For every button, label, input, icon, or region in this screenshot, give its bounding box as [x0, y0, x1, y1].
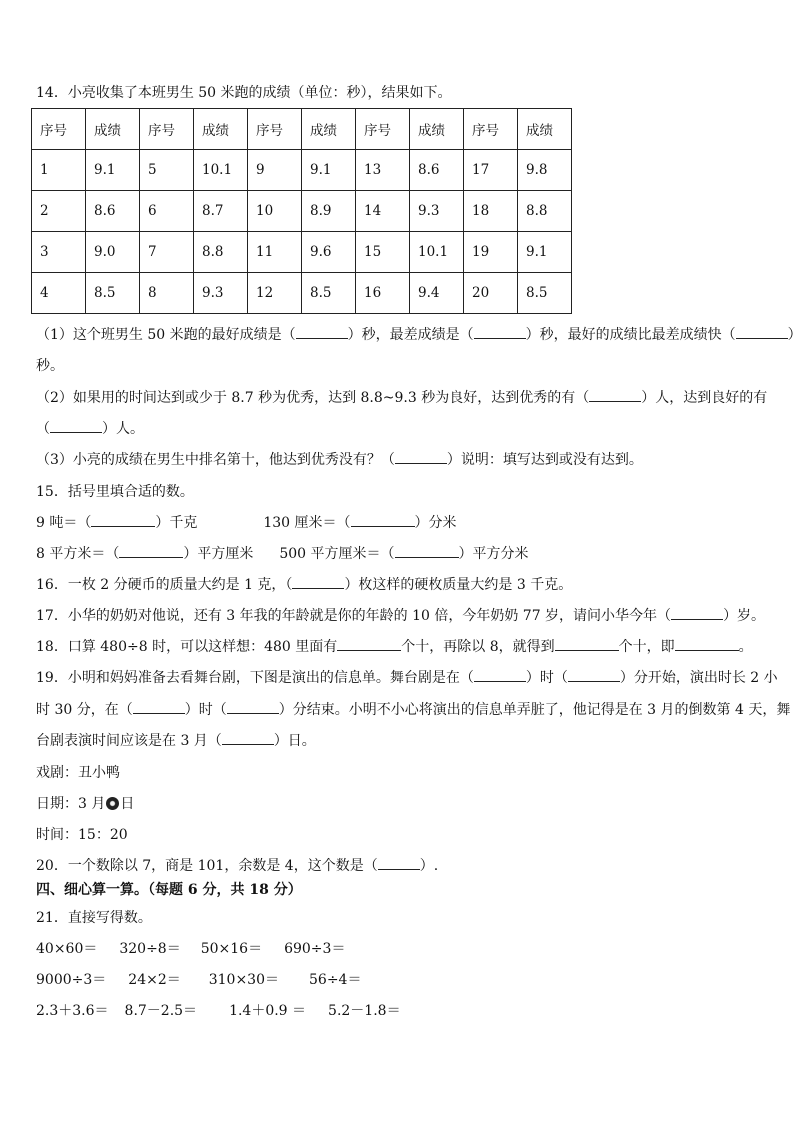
calc-item: 1.4＋0.9 ＝: [229, 1003, 307, 1019]
calc-item: 320÷8＝: [119, 941, 181, 957]
answer-blank[interactable]: [296, 326, 348, 339]
q16: 16．一枚 2 分硬币的质量大约是 1 克，（ ）枚这样的硬枚质量大约是 3 千克。: [36, 577, 573, 593]
table-cell: 15: [356, 232, 410, 273]
table-cell: 19: [464, 232, 518, 273]
table-cell: 8.8: [518, 191, 572, 232]
table-cell: 11: [248, 232, 302, 273]
table-cell: 7: [140, 232, 194, 273]
calc-item: 5.2－1.8＝: [328, 1003, 401, 1019]
table-cell: 8.9: [302, 191, 356, 232]
q21-row1: [36, 939, 345, 959]
answer-blank[interactable]: [395, 545, 459, 558]
section-heading: 四、细心算一算。（每题 6 分，共 18 分）: [36, 882, 302, 898]
q14-part1: （1）这个班男生 50 米跑的最好成绩是（ ）秒，最差成绩是（ ）秒，最好的成绩比最差成绩快（ ）: [36, 327, 802, 343]
table-cell: 9.3: [194, 273, 248, 314]
q15-stem: 15．括号里填合适的数。: [36, 484, 194, 500]
table-cell: 8.5: [518, 273, 572, 314]
info-date: 日期：3 月 日: [36, 796, 135, 812]
q14-stem: 14．小亮收集了本班男生 50 米跑的成绩（单位：秒），结果如下。: [36, 85, 452, 101]
table-cell: 9.0: [86, 232, 140, 273]
table-header-cell: 成绩: [410, 109, 464, 150]
table-cell: 8.5: [302, 273, 356, 314]
calc-item: 9000÷3＝: [36, 972, 107, 988]
answer-blank[interactable]: [675, 638, 739, 651]
answer-blank[interactable]: [378, 857, 420, 870]
info-time: 时间：15：20: [36, 827, 128, 843]
answer-blank[interactable]: [736, 326, 788, 339]
answer-blank[interactable]: [474, 669, 526, 682]
table-cell: 5: [140, 150, 194, 191]
table-cell: 4: [32, 273, 86, 314]
calc-item: 8.7－2.5＝: [124, 1003, 198, 1019]
answer-blank[interactable]: [671, 607, 723, 620]
calc-item: 50×16＝: [200, 941, 263, 957]
q14-part1-cont: 秒。: [36, 358, 64, 374]
q15-row1: 9 吨＝（ ）千克 130 厘米＝（ ）分米: [36, 515, 457, 531]
table-cell: 10: [248, 191, 302, 232]
table-header-cell: 序号: [32, 109, 86, 150]
answer-blank[interactable]: [133, 701, 185, 714]
table-header-row: [32, 109, 572, 150]
table-row: [32, 191, 572, 232]
answer-blank[interactable]: [474, 326, 526, 339]
table-cell: 20: [464, 273, 518, 314]
q20: 20．一个数除以 7，商是 101，余数是 4，这个数是（ ）.: [36, 858, 439, 874]
table-header-cell: 成绩: [86, 109, 140, 150]
q19-line2: 时 30 分，在（ ）时（ ）分结束。小明不小心将演出的信息单弄脏了，他记得是在 3 月的倒数第 4 天，舞: [36, 702, 791, 718]
table-cell: 8: [140, 273, 194, 314]
table-cell: 10.1: [194, 150, 248, 191]
table-cell: 18: [464, 191, 518, 232]
answer-blank[interactable]: [395, 451, 447, 464]
q14-part3: （3）小亮的成绩在男生中排名第十，他达到优秀没有？（ ）说明：填写达到或没有达到。: [36, 452, 643, 468]
answer-blank[interactable]: [555, 638, 619, 651]
calc-item: 40×60＝: [36, 941, 98, 957]
q14-part2: （2）如果用的时间达到或少于 8.7 秒为优秀，达到 8.8~9.3 秒为良好，达到优秀的有（ ）人，达到良好的有: [36, 390, 768, 406]
q15-row2: 8 平方米＝（ ）平方厘米 500 平方厘米＝（ ）平方分米: [36, 546, 529, 562]
table-row: [32, 273, 572, 314]
table-header-cell: 序号: [248, 109, 302, 150]
table-cell: 8.6: [86, 191, 140, 232]
table-cell: 14: [356, 191, 410, 232]
calc-item: 310×30＝: [208, 972, 280, 988]
table-row: [32, 232, 572, 273]
answer-blank[interactable]: [227, 701, 279, 714]
table-row: [32, 150, 572, 191]
table-cell: 6: [140, 191, 194, 232]
calc-item: 690÷3＝: [284, 941, 346, 957]
q21-stem: 21．直接写得数。: [36, 910, 152, 926]
answer-blank[interactable]: [292, 576, 344, 589]
table-cell: 9.4: [410, 273, 464, 314]
answer-blank[interactable]: [50, 420, 102, 433]
table-header-cell: 序号: [464, 109, 518, 150]
table-cell: 3: [32, 232, 86, 273]
table-header-cell: 成绩: [194, 109, 248, 150]
table-cell: 9: [248, 150, 302, 191]
table-cell: 17: [464, 150, 518, 191]
table-cell: 9.1: [86, 150, 140, 191]
q21-row3: [36, 1001, 401, 1021]
table-cell: 16: [356, 273, 410, 314]
table-cell: 8.8: [194, 232, 248, 273]
scores-table: [31, 108, 572, 314]
table-cell: 10.1: [410, 232, 464, 273]
answer-blank[interactable]: [351, 514, 415, 527]
answer-blank[interactable]: [222, 732, 274, 745]
calc-item: 2.3＋3.6＝: [36, 1003, 109, 1019]
table-cell: 9.6: [302, 232, 356, 273]
table-cell: 9.1: [302, 150, 356, 191]
calc-item: 56÷4＝: [309, 972, 362, 988]
ink-blot-icon: [106, 797, 119, 810]
table-cell: 1: [32, 150, 86, 191]
info-title: 戏剧：丑小鸭: [36, 765, 120, 781]
q19-line3: 台剧表演时间应该是在 3 月（ ）日。: [36, 733, 316, 749]
table-cell: 9.8: [518, 150, 572, 191]
table-header-cell: 成绩: [518, 109, 572, 150]
table-cell: 8.5: [86, 273, 140, 314]
answer-blank[interactable]: [119, 545, 183, 558]
table-cell: 9.3: [410, 191, 464, 232]
table-header-cell: 成绩: [302, 109, 356, 150]
table-header-cell: 序号: [356, 109, 410, 150]
q21-row2: [36, 970, 361, 990]
table-cell: 8.7: [194, 191, 248, 232]
table-cell: 12: [248, 273, 302, 314]
table-header-cell: 序号: [140, 109, 194, 150]
calc-item: 24×2＝: [128, 972, 181, 988]
q19-line1: 19．小明和妈妈准备去看舞台剧，下图是演出的信息单。舞台剧是在（ ）时（ ）分开始，演出时长 2 小: [36, 670, 778, 686]
table-cell: 9.1: [518, 232, 572, 273]
q14-part2-cont: （ ）人。: [36, 421, 144, 437]
answer-blank[interactable]: [337, 638, 401, 651]
table-cell: 8.6: [410, 150, 464, 191]
answer-blank[interactable]: [91, 514, 155, 527]
answer-blank[interactable]: [568, 669, 620, 682]
table-cell: 2: [32, 191, 86, 232]
q17: 17．小华的奶奶对他说，还有 3 年我的年龄就是你的年龄的 10 倍，今年奶奶 77 岁，请问小华今年（ ）岁。: [36, 608, 766, 624]
q18: 18．口算 480÷8 时，可以这样想：480 里面有 个十，再除以 8，就得到 个十，即 。: [36, 639, 753, 655]
table-cell: 13: [356, 150, 410, 191]
answer-blank[interactable]: [589, 389, 641, 402]
